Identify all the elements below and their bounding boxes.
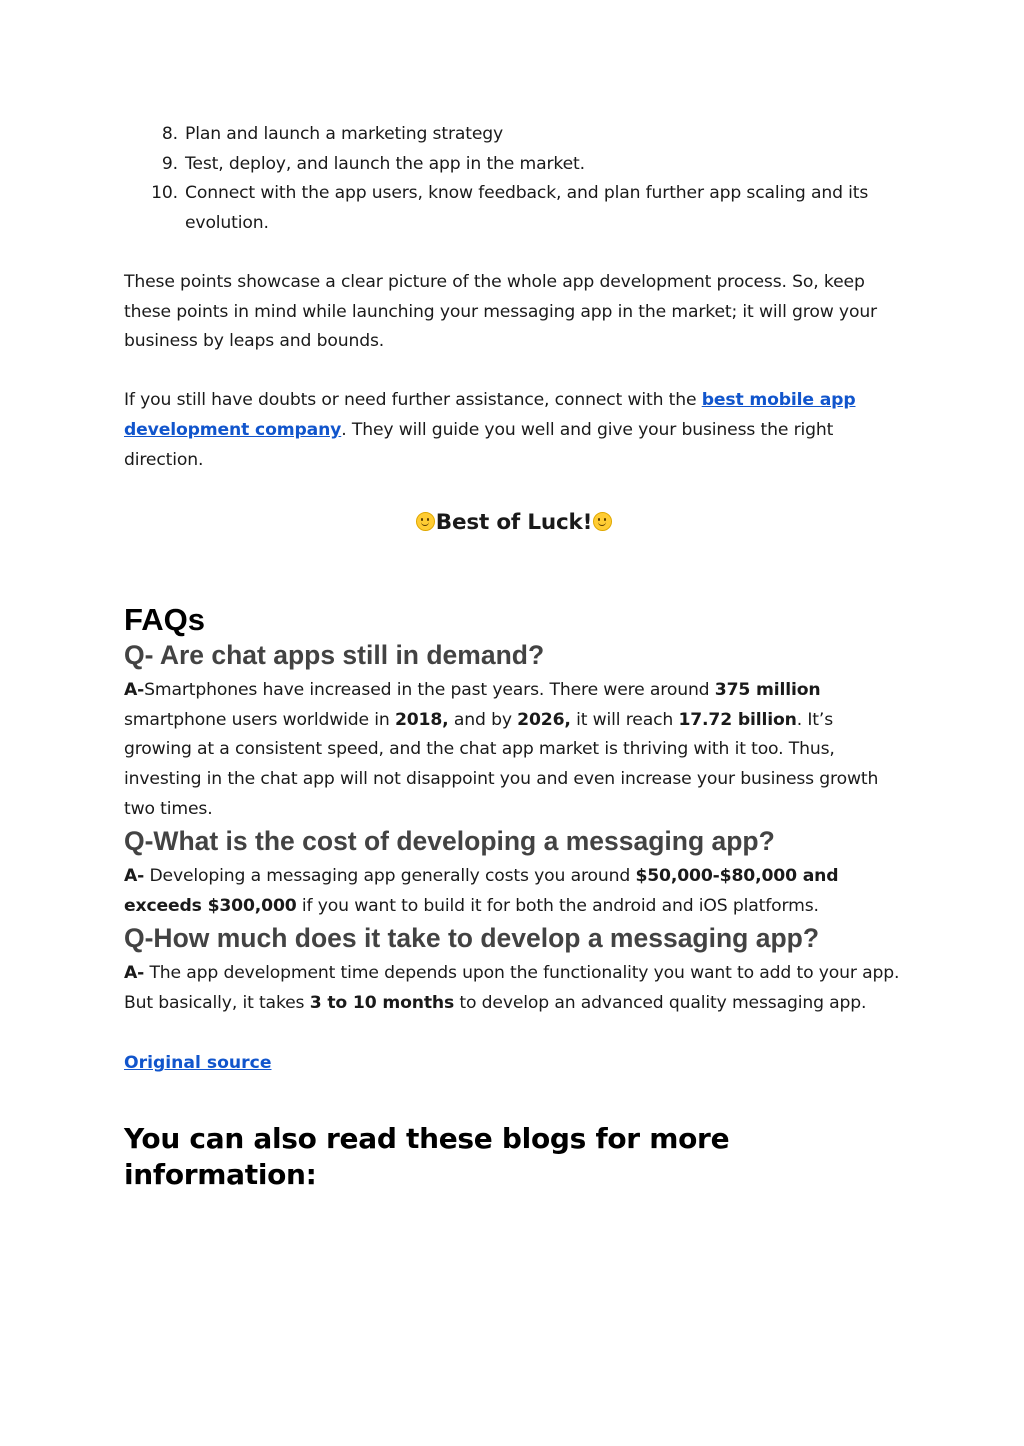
- steps-list: [124, 120, 904, 238]
- best-of-luck-text: Best of Luck!: [435, 510, 593, 536]
- document-page: [124, 120, 904, 1193]
- answer-text: and by: [448, 709, 518, 730]
- answer-text: The app development time depends upon the functionality you want to add to your app. But basically, it takes: [124, 963, 900, 1013]
- answer-text: to develop an advanced quality messaging app.: [454, 992, 867, 1013]
- original-source-paragraph: [124, 1049, 904, 1079]
- answer-text: it will reach: [570, 709, 679, 730]
- best-mobile-app-company-link[interactable]: best mobile app development company: [124, 390, 856, 440]
- answer-bold: 2026,: [517, 709, 571, 730]
- best-of-luck-line: [124, 508, 904, 538]
- answer-label: A-: [124, 866, 145, 887]
- faqs-heading: FAQs: [124, 602, 205, 638]
- faq-answer-3: [124, 959, 904, 1018]
- smile-emoji-icon: [416, 512, 435, 531]
- answer-text: . It’s growing at a consistent speed, and the chat app market is thriving with it too. Thus, investing in the chat app will not disappoint you and even increase your business growth two times.: [124, 709, 879, 819]
- answer-text: if you want to build it for both the android and iOS platforms.: [296, 895, 819, 916]
- more-blogs-heading: You can also read these blogs for more information:: [124, 1122, 730, 1192]
- list-text: Test, deploy, and launch the app in the market.: [185, 153, 585, 174]
- answer-label: A-: [124, 680, 145, 701]
- list-item: [124, 150, 904, 180]
- answer-bold: $50,000-$80,000 and exceeds $300,000: [124, 866, 839, 916]
- list-item: [124, 179, 904, 238]
- list-number: 9.: [161, 153, 178, 174]
- answer-bold: 2018,: [394, 709, 449, 730]
- answer-text: Smartphones have increased in the past years. There were around: [144, 680, 715, 701]
- smile-emoji-icon: [593, 512, 612, 531]
- answer-label: A-: [124, 963, 145, 984]
- list-number: 8.: [161, 124, 178, 144]
- faq-question-2: Q-What is the cost of developing a messaging app?: [124, 826, 775, 857]
- assist-text-after: . They will guide you well and give your business the right direction.: [124, 419, 834, 470]
- faq-answer-2: [124, 862, 904, 921]
- answer-text: smartphone users worldwide in: [124, 709, 395, 730]
- original-source-link[interactable]: Original source: [124, 1053, 272, 1074]
- answer-bold: 3 to 10 months: [309, 992, 455, 1013]
- faq-question-1: Q- Are chat apps still in demand?: [124, 640, 545, 671]
- list-number: 10.: [151, 183, 178, 204]
- assist-text-before: If you still have doubts or need further assistance, connect with the: [124, 390, 702, 411]
- list-item: [124, 120, 904, 150]
- answer-text: Developing a messaging app generally costs you around: [144, 866, 636, 887]
- faq-answer-1: [124, 676, 904, 824]
- list-text: Connect with the app users, know feedback, and plan further app scaling and its evolution.: [185, 183, 869, 233]
- answer-bold: 375 million: [714, 680, 821, 701]
- summary-paragraph: These points showcase a clear picture of the whole app development process. So, keep these points in mind while launching your messaging app in the market; it will grow your business by leaps and bounds.: [124, 271, 877, 352]
- assist-paragraph: [124, 386, 904, 475]
- faq-question-3: Q-How much does it take to develop a messaging app?: [124, 923, 820, 954]
- list-text: Plan and launch a marketing strategy: [185, 124, 504, 144]
- answer-bold: 17.72 billion: [678, 709, 797, 730]
